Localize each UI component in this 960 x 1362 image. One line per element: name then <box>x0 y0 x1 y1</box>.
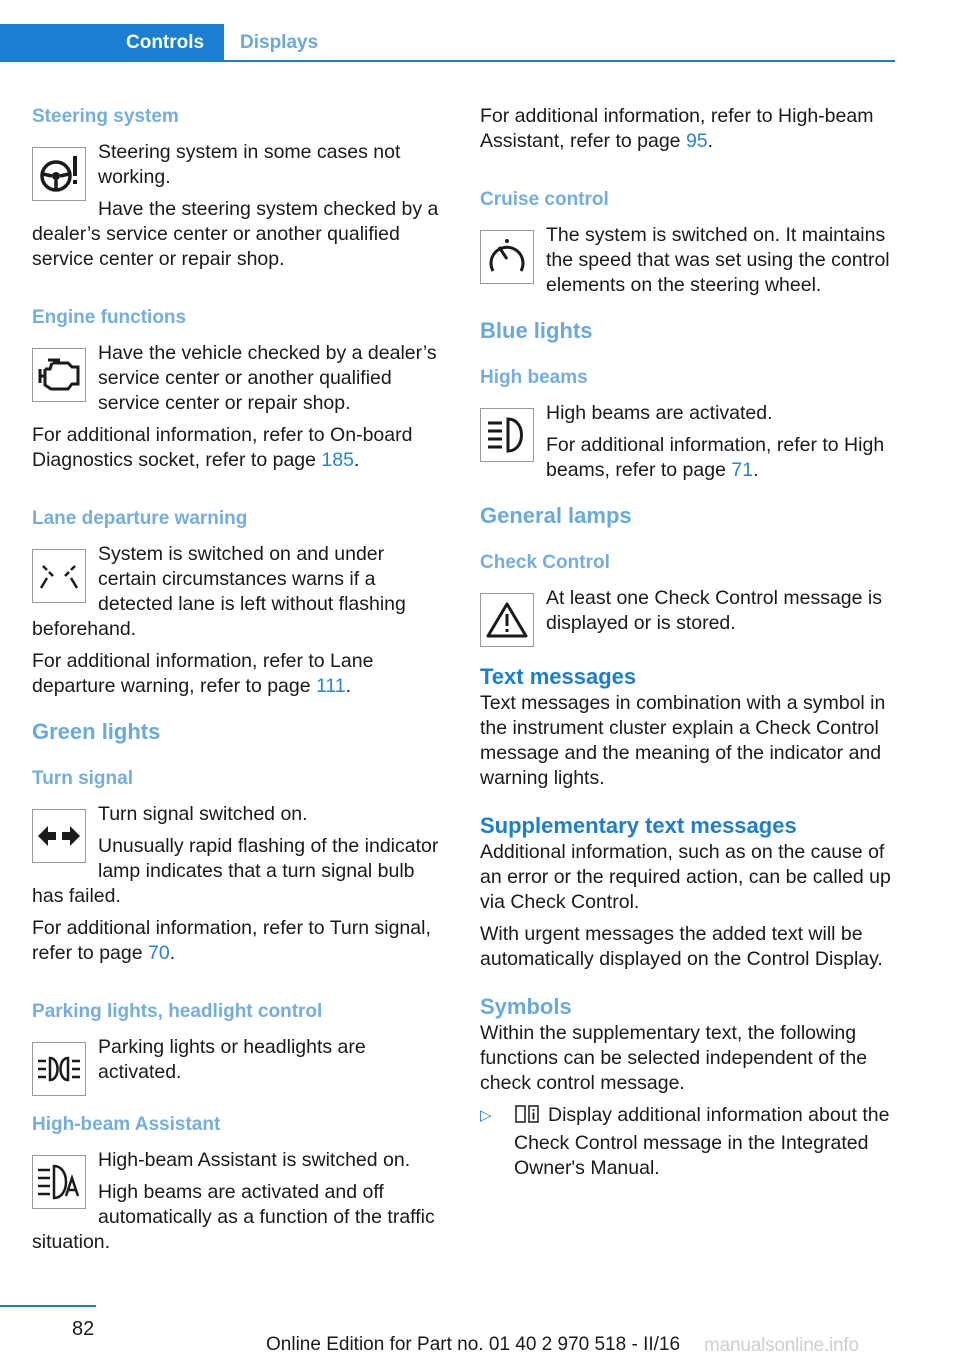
heading-symbols: Symbols <box>480 994 572 1019</box>
heading-high-beam-assistant: High-beam Assistant <box>32 1114 221 1135</box>
heading-steering-system: Steering system <box>32 106 179 127</box>
lane-departure-text-1: System is switched on and under certain circumstances warns if a detected lane is left without flashing beforehand. <box>32 543 406 640</box>
steering-system-text-2: Have the steering system checked by a dealer’s service center or another qualified service center or repair shop. <box>32 198 439 270</box>
high-beam-assistant-icon <box>32 1155 86 1209</box>
turn-ref-text: For additional information, refer to Turn signal, refer to page <box>32 917 431 964</box>
highbeams-ref-text: For additional information, refer to High beams, refer to page <box>546 434 885 481</box>
page-number: 82 <box>72 1318 95 1340</box>
highbeams-ref-end: . <box>753 459 759 481</box>
edition-line: Online Edition for Part no. 01 40 2 970 518 - II/16 <box>266 1334 681 1355</box>
page-link-95[interactable]: 95 <box>685 130 708 152</box>
turn-signal-entry <box>32 802 448 916</box>
symbols-text-1: Within the supplementary text, the following functions can be selected independent of the check control message. <box>480 1022 868 1094</box>
lane-departure-icon <box>32 549 86 603</box>
high-beam-icon <box>480 408 534 462</box>
parking-lights-text-1: Parking lights or headlights are activated. <box>98 1036 366 1083</box>
left-column <box>32 104 448 1262</box>
high-beams-entry <box>480 401 896 490</box>
high-beams-ref <box>480 433 896 483</box>
supplementary-text-2: With urgent messages the added text will be automatically displayed on the Control Display. <box>480 923 883 970</box>
cruise-control-icon <box>480 230 534 284</box>
heading-supplementary-text-messages: Supplementary text messages <box>480 813 797 838</box>
symbols-bullet-text: Display additional information about the Check Control message in the Integrated Owner's Manual. <box>514 1104 890 1179</box>
right-column <box>480 104 896 1181</box>
page-link-185[interactable]: 185 <box>321 449 354 471</box>
high-beams-text-1: High beams are activated. <box>546 402 773 424</box>
lane-departure-entry <box>32 542 448 649</box>
hba-ref-text: For additional information, refer to High-beam Assistant, refer to page <box>480 105 874 152</box>
heading-text-messages: Text messages <box>480 664 637 689</box>
check-control-entry <box>480 586 896 651</box>
parking-lights-entry <box>32 1035 448 1100</box>
chapter-tabs <box>0 24 895 62</box>
cruise-control-text-1: The system is switched on. It maintains the speed that was set using the control elements on the steering wheel. <box>546 224 890 296</box>
steering-system-entry <box>32 140 448 279</box>
turn-ref-end: . <box>169 942 176 964</box>
high-beam-assistant-ref <box>480 104 896 154</box>
symbols-list-item <box>480 1103 896 1181</box>
steering-system-text-1: Steering system in some cases not working. <box>98 141 401 188</box>
heading-check-control: Check Control <box>480 552 610 573</box>
engine-functions-ref <box>32 423 448 473</box>
watermark: manualsonline.info <box>704 1335 859 1356</box>
heading-turn-signal: Turn signal <box>32 768 133 789</box>
heading-parking-lights: Parking lights, headlight control <box>32 1001 323 1022</box>
turn-signal-ref <box>32 916 448 966</box>
engine-functions-entry <box>32 341 448 423</box>
heading-high-beams: High beams <box>480 367 588 388</box>
tab-displays[interactable]: Displays <box>240 32 319 53</box>
heading-cruise-control: Cruise control <box>480 189 609 210</box>
warning-triangle-icon <box>480 593 534 647</box>
heading-lane-departure-warning: Lane departure warning <box>32 508 248 529</box>
heading-general-lamps: General lamps <box>480 503 632 528</box>
engine-ref-text: For additional information, refer to On-board Diagnostics socket, refer to page <box>32 424 413 471</box>
page-link-71[interactable]: 71 <box>731 459 754 481</box>
engine-functions-text-1: Have the vehicle checked by a dealer’s service center or another qualified service center or repair shop. <box>98 342 437 414</box>
heading-blue-lights: Blue lights <box>480 318 593 343</box>
cruise-control-entry <box>480 223 896 305</box>
turn-signal-text-2: Unusually rapid flashing of the indicator lamp indicates that a turn signal bulb has failed. <box>32 835 439 907</box>
supplementary-text-1: Additional information, such as on the cause of an error or the required action, can be called up via Check Control. <box>480 841 891 913</box>
lane-ref-text: For additional information, refer to Lane departure warning, refer to page <box>32 650 374 697</box>
high-beam-assistant-entry <box>32 1148 448 1262</box>
turn-signal-text-1: Turn signal switched on. <box>98 803 308 825</box>
heading-green-lights: Green lights <box>32 719 161 744</box>
engine-icon <box>32 348 86 402</box>
high-beam-assistant-text-2: High beams are activated and off automatically as a function of the traffic situation. <box>32 1181 435 1253</box>
parking-lights-icon <box>32 1042 86 1096</box>
high-beam-assistant-text-1: High-beam Assistant is switched on. <box>98 1149 411 1171</box>
footer-rule <box>0 1305 96 1307</box>
bullet-arrow-icon: ▷ <box>480 1107 492 1124</box>
tab-rule <box>0 60 895 62</box>
check-control-text-1: At least one Check Control message is displayed or is stored. <box>546 587 882 634</box>
lane-ref-end: . <box>345 675 352 697</box>
lane-departure-ref <box>32 649 448 699</box>
text-messages-text-1: Text messages in combination with a symbol in the instrument cluster explain a Check Control message and the meaning of the indicator and warning lights. <box>480 692 886 789</box>
page-link-111[interactable]: 111 <box>316 675 346 697</box>
hba-ref-end: . <box>707 130 714 152</box>
steering-wheel-warning-icon <box>32 147 86 201</box>
turn-signal-icon <box>32 809 86 863</box>
heading-engine-functions: Engine functions <box>32 307 187 328</box>
tab-controls[interactable]: Controls <box>0 24 224 62</box>
owners-manual-icon <box>514 1104 540 1131</box>
page-link-70[interactable]: 70 <box>148 942 170 964</box>
engine-ref-end: . <box>353 449 360 471</box>
